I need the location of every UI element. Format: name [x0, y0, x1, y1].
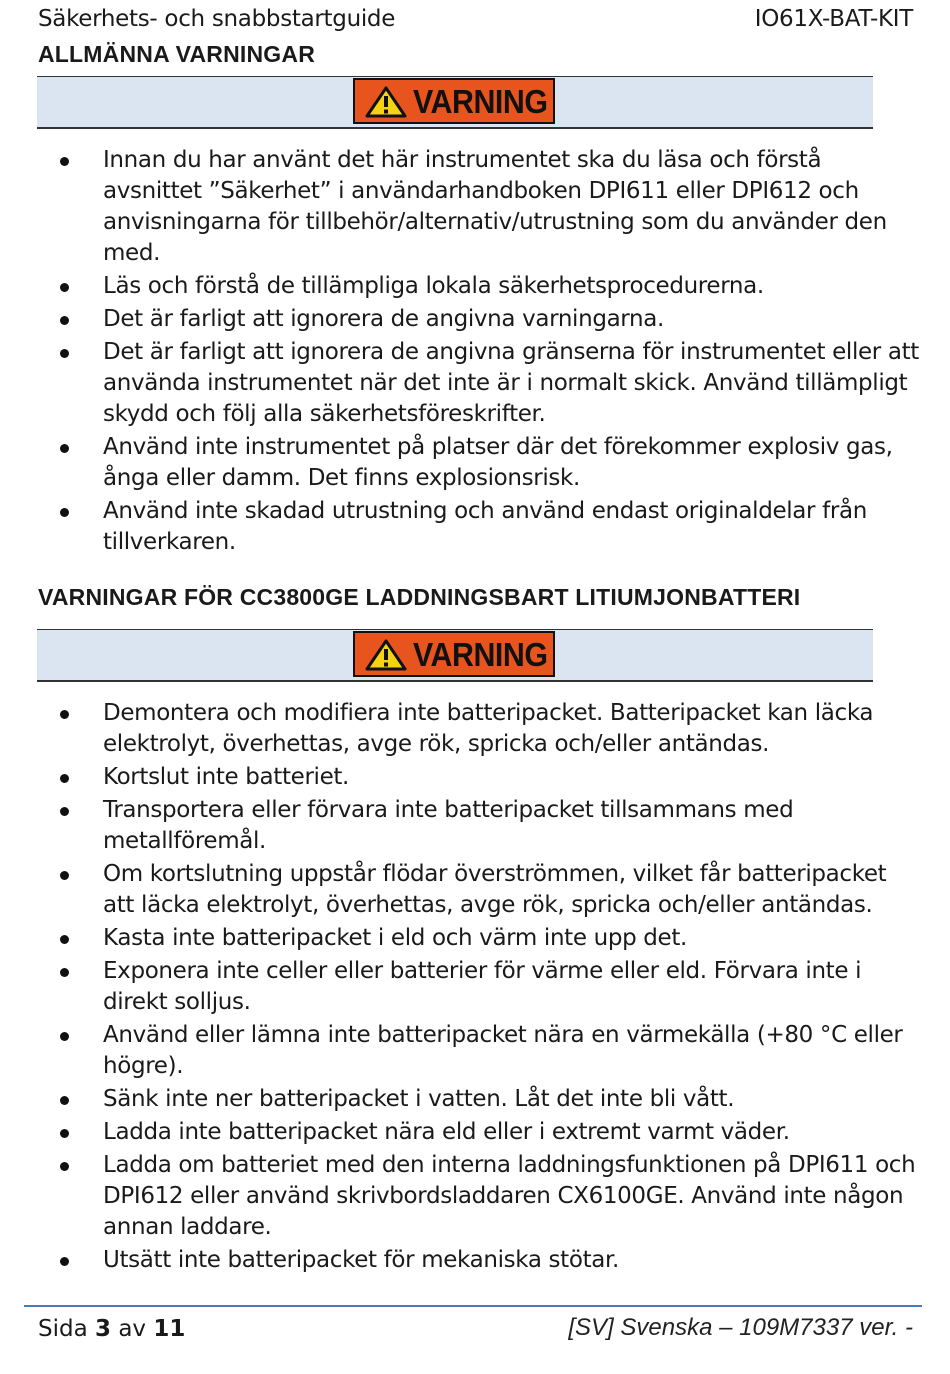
list-item: Exponera inte celler eller batterier för värme eller eld. Förvara inte i direkt solljus. — [0, 956, 950, 1018]
general-warnings-list — [0, 145, 950, 560]
list-item: Ladda om batteriet med den interna laddningsfunktionen på DPI611 och DPI612 eller använd skrivbordsladdaren CX6100GE. Använd inte någon annan laddare. — [0, 1150, 950, 1243]
warning-triangle-icon — [365, 86, 407, 118]
list-item: Använd eller lämna inte batteripacket nära en värmekälla (+80 °C eller högre). — [0, 1020, 950, 1082]
page-total: 11 — [153, 1316, 186, 1342]
warning-sign — [353, 631, 555, 677]
page-number — [38, 1316, 185, 1342]
footer-divider — [24, 1305, 922, 1307]
list-item: Använd inte skadad utrustning och använd endast originaldelar från tillverkaren. — [0, 496, 950, 558]
list-item: Innan du har använt det här instrumentet ska du läsa och förstå avsnittet ”Säkerhet” i användarhandboken DPI611 eller DPI612 och anvisningarna för tillbehör/alternativ/utrustning som du använder den med. — [0, 145, 950, 269]
list-item: Det är farligt att ignorera de angivna gränserna för instrumentet eller att använda instrumentet när det inte är i normalt skick. Använd tillämpligt skydd och följ alla säkerhetsföreskrifter. — [0, 337, 950, 430]
page-word: Sida — [38, 1316, 88, 1342]
warning-banner — [37, 629, 873, 682]
warning-label: VARNING — [413, 83, 548, 120]
list-item: Kortslut inte batteriet. — [0, 762, 950, 793]
page-current: 3 — [95, 1316, 112, 1342]
section-title-general-warnings: ALLMÄNNA VARNINGAR — [38, 41, 316, 67]
document-title: Säkerhets- och snabbstartguide — [38, 6, 396, 32]
document-code: IO61X-BAT-KIT — [754, 6, 913, 32]
section-title-battery-warnings: VARNINGAR FÖR CC3800GE LADDNINGSBART LITIUMJONBATTERI — [38, 584, 801, 610]
warning-sign — [353, 78, 555, 124]
list-item: Transportera eller förvara inte batteripacket tillsammans med metallföremål. — [0, 795, 950, 857]
list-item: Ladda inte batteripacket nära eld eller i extremt varmt väder. — [0, 1117, 950, 1148]
list-item: Utsätt inte batteripacket för mekaniska stötar. — [0, 1245, 950, 1276]
list-item: Det är farligt att ignorera de angivna varningarna. — [0, 304, 950, 335]
warning-triangle-icon — [365, 639, 407, 671]
warning-banner — [37, 76, 873, 129]
list-item: Sänk inte ner batteripacket i vatten. Låt det inte bli vått. — [0, 1084, 950, 1115]
battery-warnings-list — [0, 698, 950, 1278]
list-item: Läs och förstå de tillämpliga lokala säkerhetsprocedurerna. — [0, 271, 950, 302]
page-of: av — [118, 1316, 147, 1342]
list-item: Använd inte instrumentet på platser där det förekommer explosiv gas, ånga eller damm. Det finns explosionsrisk. — [0, 432, 950, 494]
document-reference: [SV] Svenska – 109M7337 ver. - — [568, 1314, 913, 1341]
list-item: Kasta inte batteripacket i eld och värm inte upp det. — [0, 923, 950, 954]
list-item: Demontera och modifiera inte batteripacket. Batteripacket kan läcka elektrolyt, överhettas, avge rök, spricka och/eller antändas. — [0, 698, 950, 760]
warning-label: VARNING — [413, 636, 548, 673]
list-item: Om kortslutning uppstår flödar överströmmen, vilket får batteripacket att läcka elektrolyt, överhettas, avge rök, spricka och/eller antändas. — [0, 859, 950, 921]
